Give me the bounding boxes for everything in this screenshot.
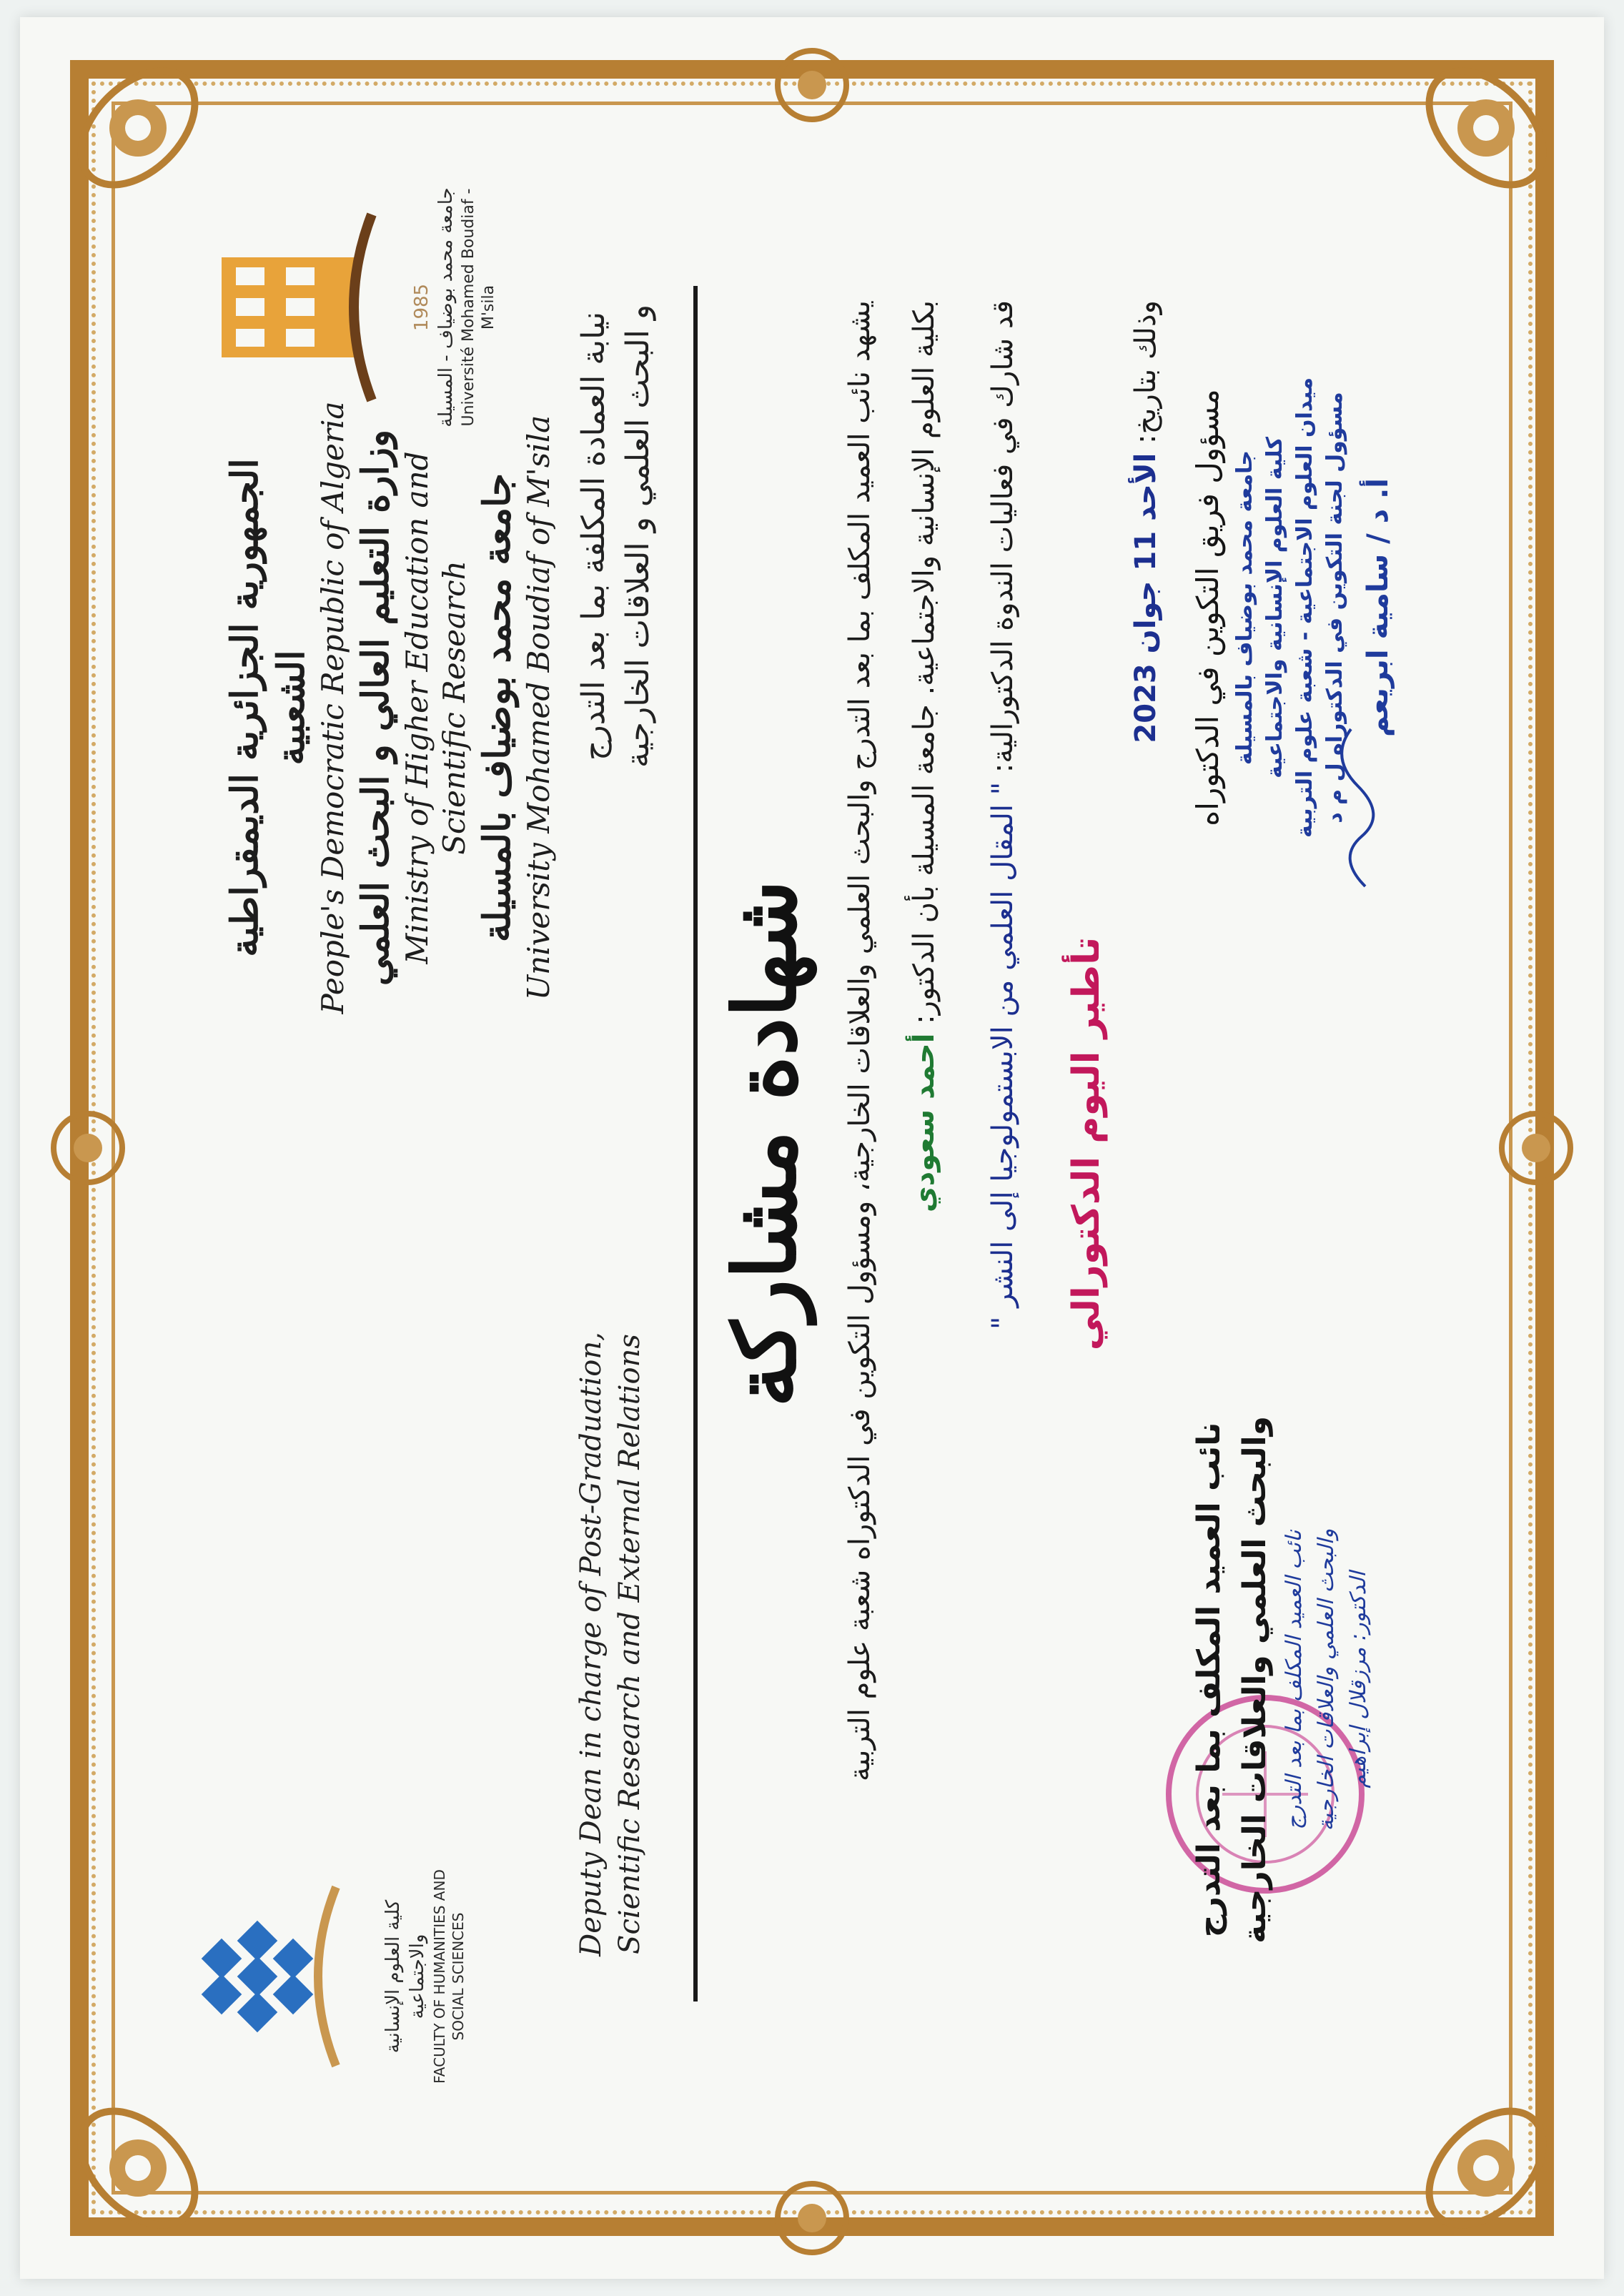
deanery-ar-line1: نيابة العمادة المكلفة بما بعد التدرج [575, 311, 612, 761]
deputy-dean-stamp-line1: نائب العميد المكلف بما بعد التدرج [1281, 1530, 1307, 1830]
institution-header [222, 400, 558, 1015]
deputy-dean-signer: الدكتور: مرزقلال إبراهيم [1345, 1571, 1371, 1788]
republic-name-ar: الجمهورية الجزائرية الديمقراطية الشعبية [223, 458, 313, 957]
faculty-logo-caption-ar: كلية العلوم الإنسانية والاجتماعية [382, 1899, 428, 2054]
training-lead-signer: أ. د / سامية ابريعم [1361, 477, 1395, 738]
certificate-title: شهادة مشاركة [715, 880, 816, 1407]
seminar-topic: تأطير اليوم الدكتورالي [1065, 936, 1108, 1351]
body-line-3-prefix: قد شارك في فعاليات الندوة الدكتورالية: [986, 300, 1019, 773]
body-line-1: يشهد نائب العميد المكلف بما بعد التدرج والبحث العلمي والعلاقات الخارجية، ومسؤول التكوين في الدكتوراه شعبة علوم التربية [843, 300, 876, 1782]
university-name-ar: جامعة محمد بوضياف بالمسيلة [475, 472, 519, 943]
body-line-2 [908, 300, 941, 2059]
header-divider [693, 286, 698, 2001]
handwritten-signature-icon [1337, 708, 1380, 894]
deputy-dean-title-line2: والبحث العلمي والعلاقات الخارجية [1236, 1416, 1273, 1944]
republic-name-en: People's Democratic Republic of Algeria [315, 401, 350, 1014]
rosette-ornament-right [1497, 1109, 1575, 1187]
ministry-name-en: Ministry of Higher Education and Scientific Research [399, 451, 472, 964]
university-founded-year: 1985 [411, 283, 432, 332]
university-name-en: University Mohamed Boudiaf of M'sila [520, 415, 556, 1001]
university-logo-caption-ar: جامعة محمد بوضياف - المسيلة [435, 187, 457, 427]
rosette-ornament-left [49, 1109, 127, 1187]
training-lead-stamp-line4: مسؤول لجنة التكوين في الدكتوراه ل م د [1322, 392, 1347, 823]
deanery-en-line2: Scientific Research and External Relations [613, 1334, 646, 1954]
faculty-logo [193, 1859, 467, 2094]
faculty-emblem-icon [193, 1859, 379, 2094]
corner-ornament-top-right [1397, 39, 1575, 217]
event-date: الأحد 11 جوان 2023 [1129, 452, 1162, 743]
deanery-en-line1: Deputy Dean in charge of Post-Graduation, [575, 1332, 608, 1956]
ministry-name-ar: وزارة التعليم العالي و البحث العلمي [353, 429, 397, 986]
date-prefix: وذلك بتاريخ: [1129, 300, 1162, 444]
deputy-dean-stamp-line2: والبحث العلمي والعلاقات الخارجية [1313, 1528, 1339, 1831]
deanery-header-ar [572, 214, 660, 858]
training-lead-stamp-line1: جامعة محمد بوضياف بالمسيلة [1232, 450, 1257, 766]
body-line-3 [986, 300, 1019, 2059]
deanery-header-en [572, 1287, 649, 2001]
training-lead-stamp-line3: ميدان العلوم الاجتماعية - شعبة علوم التربية [1292, 377, 1317, 838]
certificate-content [129, 143, 1395, 2144]
deanery-ar-line2: و البحث العلمي و العلاقات الخارجية [619, 304, 656, 768]
participant-name: أحمد سعودي [908, 1033, 941, 1213]
training-lead-title: مسؤول فريق التكوين في الدكتوراه [1190, 389, 1225, 826]
seminar-title: " المقال العلمي من الابستمولوجيا إلى النشر " [986, 781, 1019, 1330]
university-logo-caption-fr: Université Mohamed Boudiaf - M'sila [459, 188, 498, 427]
deputy-dean-signature-block [1187, 1358, 1375, 2001]
body-line-2-prefix: بكلية العلوم الإنسانية والاجتماعية. جامعة المسيلة بأن الدكتور: [908, 300, 941, 1024]
corner-ornament-bottom-right [1397, 2079, 1575, 2257]
training-lead-stamp-line2: كلية العلوم الإنسانية والاجتماعية [1262, 437, 1287, 778]
rosette-ornament-top [773, 46, 851, 124]
faculty-logo-caption-en: FACULTY OF HUMANITIES AND SOCIAL SCIENCES [430, 1869, 467, 2084]
rosette-ornament-bottom [773, 2179, 851, 2257]
deputy-dean-title-line1: نائب العميد المكلف بما بعد التدرج [1191, 1422, 1227, 1938]
